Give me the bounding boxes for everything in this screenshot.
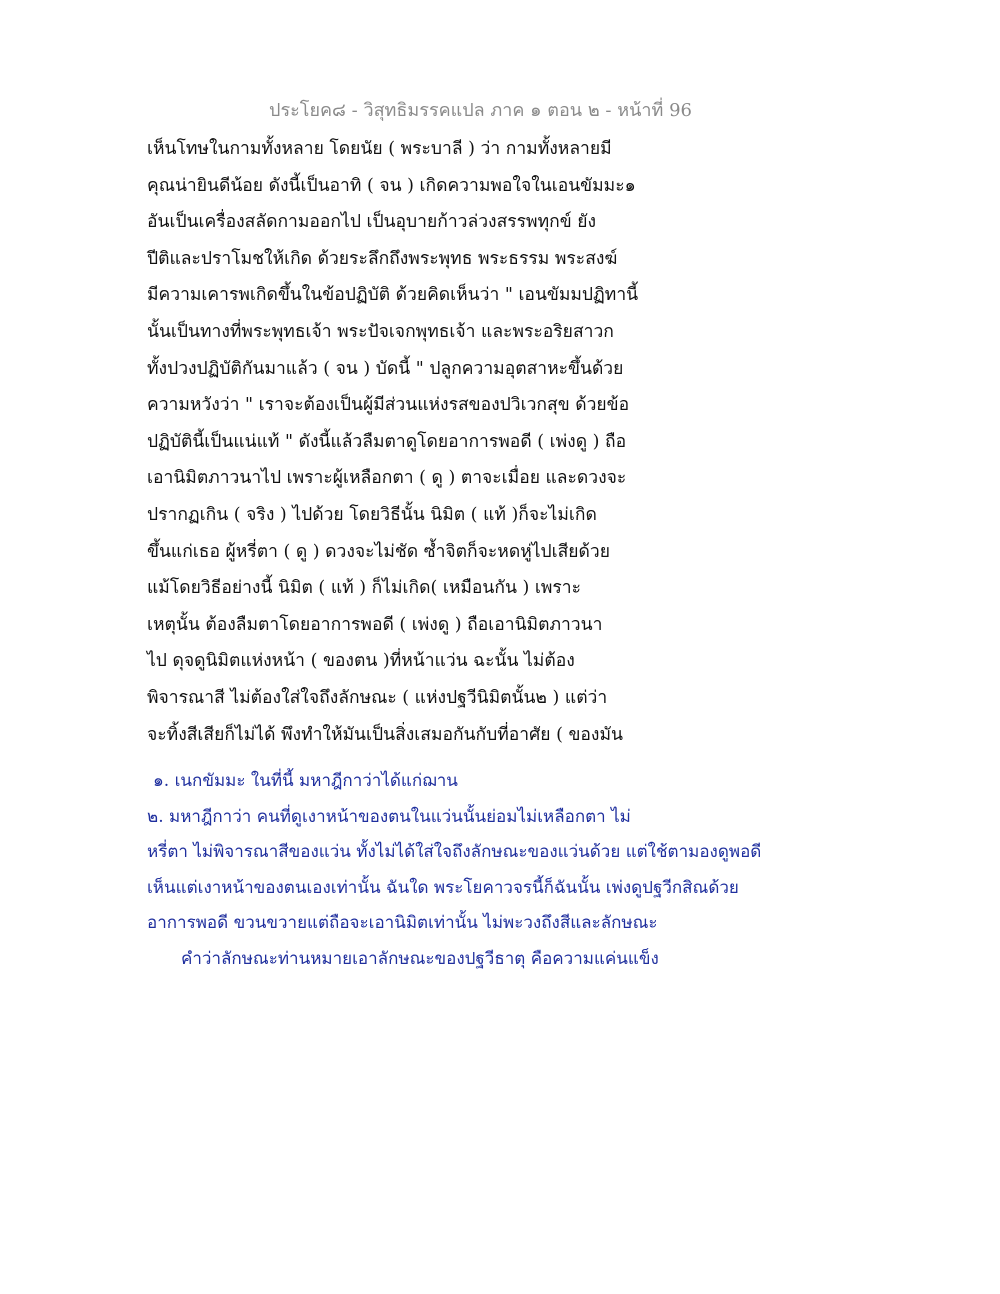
body-line: เอานิมิตภาวนาไป เพราะผู้เหลือกตา ( ดู ) ตาจะเมื่อย และดวงจะ bbox=[147, 468, 627, 489]
body-line: อันเป็นเครื่องสลัดกามออกไป เป็นอุบายก้าวล่วงสรรพทุกข์ ยัง bbox=[147, 212, 597, 233]
main-text-block bbox=[147, 131, 747, 753]
footnote-2: ๒. มหาฎีกาว่า คนที่ดูเงาหน้าของตนในแว่นนั้นย่อมไม่เหลือกตา ไม่ bbox=[147, 806, 631, 827]
body-line: ความหวังว่า " เราจะต้องเป็นผู้มีส่วนแห่งรสของปวิเวกสุข ด้วยข้อ bbox=[147, 395, 630, 416]
footnote-line: หรี่ตา ไม่พิจารณาสีของแว่น ทั้งไม่ได้ใส่ใจถึงลักษณะของแว่นด้วย แต่ใช้ตามองดูพอดี bbox=[147, 842, 762, 862]
body-line: ไป ดุจดูนิมิตแห่งหน้า ( ของตน )ที่หน้าแว่น ฉะนั้น ไม่ต้อง bbox=[147, 651, 575, 672]
body-line: ปรากฏเกิน ( จริง ) ไปด้วย โดยวิธีนั้น นิมิต ( แท้ )ก็จะไม่เกิด bbox=[147, 504, 597, 525]
body-line: เหตุนั้น ต้องลืมตาโดยอาการพอดี ( เพ่งดู ) ถือเอานิมิตภาวนา bbox=[147, 614, 603, 635]
body-line: นั้นเป็นทางที่พระพุทธเจ้า พระปัจเจกพุทธเจ้า และพระอริยสาวก bbox=[147, 321, 614, 342]
body-line: เห็นโทษในกามทั้งหลาย โดยนัย ( พระบาลี ) ว่า กามทั้งหลายมี bbox=[147, 139, 612, 159]
body-line: คุณน่ายินดีน้อย ดังนี้เป็นอาทิ ( จน ) เกิดความพอใจในเอนขัมมะ๑ bbox=[147, 175, 636, 196]
footnote-line: คำว่าลักษณะท่านหมายเอาลักษณะของปฐวีธาตุ คือความแค่นแข็ง bbox=[181, 948, 659, 969]
body-line: ปีติและปราโมชให้เกิด ด้วยระลึกถึงพระพุทธ พระธรรม พระสงฆ์ bbox=[147, 248, 618, 269]
body-line: ทั้งปวงปฏิบัติกันมาแล้ว ( จน ) บัดนี้ " ปลูกความอุตสาหะขึ้นด้วย bbox=[147, 358, 624, 379]
page-header: ประโยค๘ - วิสุทธิมรรคแปล ภาค ๑ ตอน ๒ - หน้าที่ 96 bbox=[269, 100, 692, 121]
footnote-line: อาการพอดี ขวนขวายแต่ถือจะเอานิมิตเท่านั้น ไม่พะวงถึงสีและลักษณะ bbox=[147, 913, 658, 933]
body-line: พิจารณาสี ไม่ต้องใส่ใจถึงลักษณะ ( แห่งปฐวีนิมิตนั้น๒ ) แต่ว่า bbox=[147, 687, 608, 708]
footnote-1: ๑. เนกขัมมะ ในที่นี้ มหาฎีกาว่าได้แก่ฌาน bbox=[153, 771, 458, 791]
body-line: ปฏิบัตินี้เป็นแน่แท้ " ดังนี้แล้วลืมตาดูโดยอาการพอดี ( เพ่งดู ) ถือ bbox=[147, 431, 627, 452]
body-line: มีความเคารพเกิดขึ้นในข้อปฏิบัติ ด้วยคิดเห็นว่า " เอนขัมมปฏิทานี้ bbox=[147, 285, 639, 306]
footnote-line: เห็นแต่เงาหน้าของตนเองเท่านั้น ฉันใด พระโยคาวจรนี้ก็ฉันนั้น เพ่งดูปฐวีกสิณด้วย bbox=[147, 877, 739, 898]
body-line: จะทิ้งสีเสียก็ไม่ได้ พึงทำให้มันเป็นสิ่งเสมอกันกับที่อาศัย ( ของมัน bbox=[147, 724, 623, 745]
body-line: แม้โดยวิธีอย่างนี้ นิมิต ( แท้ ) ก็ไม่เกิด( เหมือนกัน ) เพราะ bbox=[147, 578, 582, 599]
footnotes-block bbox=[147, 764, 787, 977]
body-line: ขึ้นแก่เธอ ผู้หรี่ตา ( ดู ) ดวงจะไม่ชัด ซ้ำจิตก็จะหดหู่ไปเสียด้วย bbox=[147, 541, 610, 562]
